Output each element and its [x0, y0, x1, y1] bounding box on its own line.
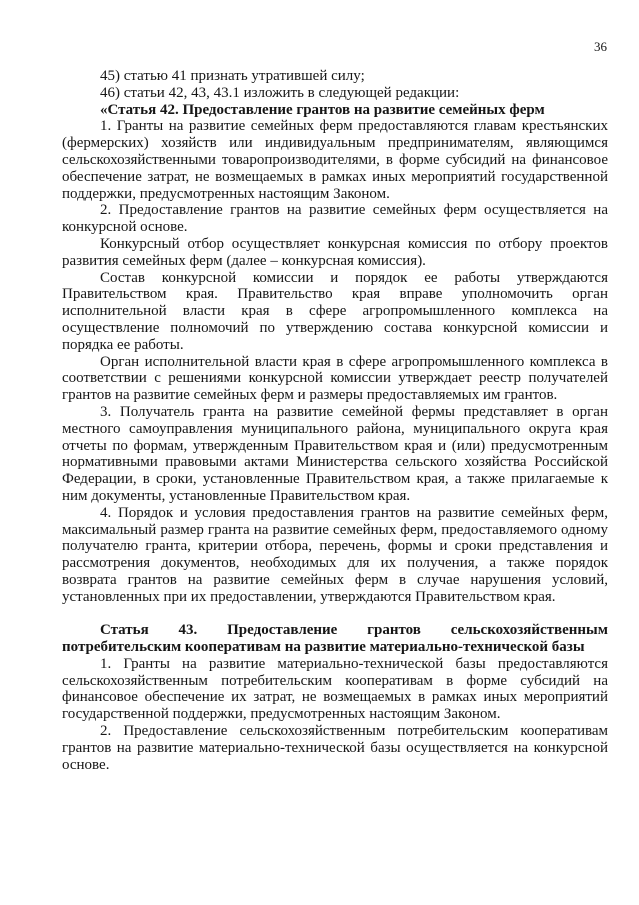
- article-42-paragraph: Конкурсный отбор осуществляет конкурсная комиссия по отбору проектов развития семейных ферм (далее – конкурсная комиссия).: [62, 235, 608, 269]
- article-42-paragraph: Состав конкурсной комиссии и порядок ее работы утверждаются Правительством края. Правительство края вправе уполномочить орган исполнительной власти края в сфере агропромышленного комплекса на осуществление полномочий по утверждению состава конкурсной комиссии и порядка ее работы.: [62, 269, 608, 353]
- article-42-paragraph: 4. Порядок и условия предоставления грантов на развитие семейных ферм, максимальный размер гранта на развитие семейных ферм, предоставляемого одному получателю гранта, критерии отбора, перечень, формы и сроки представления и рассмотрения документов, необходимых для их получения, а также порядок возврата грантов на развитие семейных ферм в случае нарушения условий, установленных при их предоставлении, утверждаются Правительством края.: [62, 504, 608, 605]
- article-43-paragraph: 1. Гранты на развитие материально-технической базы предоставляются сельскохозяйственным потребительским кооперативам в форме субсидий на финансовое обеспечение их затрат, не возмещаемых в рамках иных мероприятий государственной поддержки, предусмотренных настоящим Законом.: [62, 655, 608, 723]
- paragraph-item-45: 45) статью 41 признать утратившей силу;: [100, 68, 365, 84]
- article-42-paragraph: 1. Гранты на развитие семейных ферм предоставляются главам крестьянских (фермерских) хозяйств или индивидуальным предпринимателям, являющимся сельскохозяйственными товаропроизводителями, в форме субсидий на финансовое обеспечение затрат, не возмещаемых в рамках иных мероприятий государственной поддержки, предусмотренных настоящим Законом.: [62, 118, 608, 202]
- paragraph-item-46: 46) статьи 42, 43, 43.1 изложить в следующей редакции:: [100, 84, 460, 101]
- article-42-paragraph: 3. Получатель гранта на развитие семейной фермы представляет в орган местного самоуправления муниципального района, муниципального округа края отчеты по формам, утвержденным Правительством края и (или) предусмотренным нормативными правовыми актами Министерства сельского хозяйства Российской Федерации, в сроки, установленные Правительством края, а также прилагаемые к ним документы, установленные Правительством края.: [62, 403, 608, 504]
- page-number: 36: [594, 39, 607, 54]
- article-42-paragraph: 2. Предоставление грантов на развитие семейных ферм осуществляется на конкурсной основе.: [62, 202, 608, 236]
- article-43-heading: Статья 43. Предоставление грантов сельскохозяйственным потребительским кооперативам на развитие материально-технической базы: [62, 622, 608, 656]
- article-43-paragraph: 2. Предоставление сельскохозяйственным потребительским кооперативам грантов на развитие материально-технической базы осуществляется на конкурсной основе.: [62, 723, 608, 773]
- article-42-paragraph: Орган исполнительной власти края в сфере агропромышленного комплекса в соответствии с решениями конкурсной комиссии утверждает реестр получателей грантов на развитие семейных ферм и размеры предоставляемых им грантов.: [62, 353, 608, 404]
- article-42-heading: «Статья 42. Предоставление грантов на развитие семейных ферм: [100, 101, 545, 118]
- document-body: [62, 68, 608, 773]
